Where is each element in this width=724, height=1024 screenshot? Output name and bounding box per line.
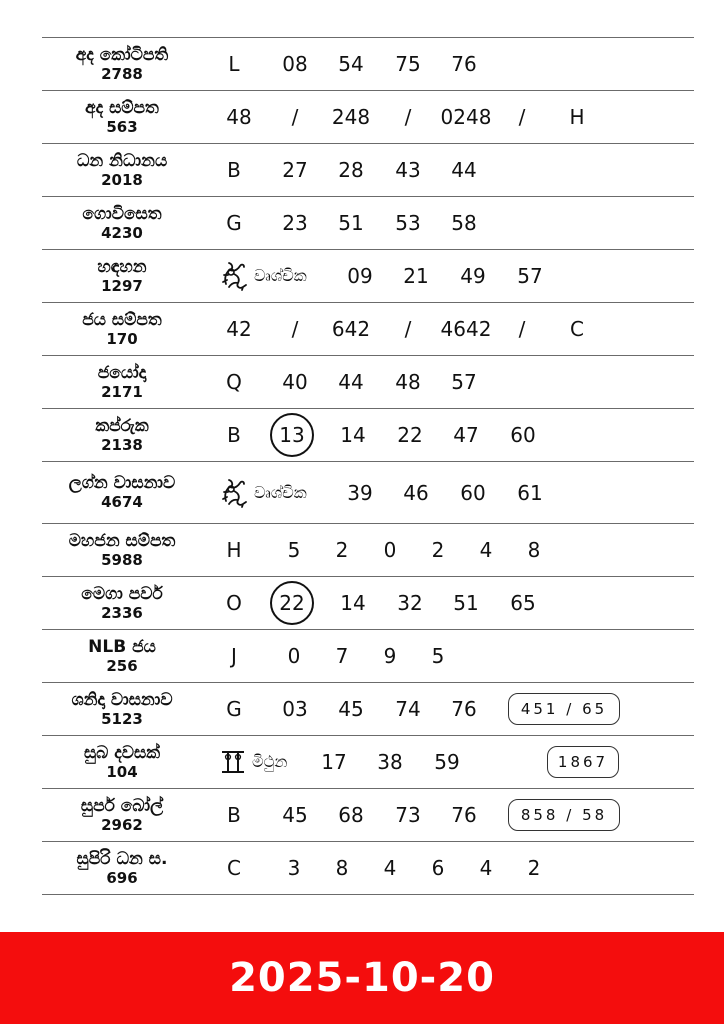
number: 248 bbox=[331, 105, 371, 129]
draw-number: 563 bbox=[106, 117, 138, 136]
number: 5 bbox=[431, 644, 445, 668]
number: 4 bbox=[479, 538, 493, 562]
number: 03 bbox=[282, 697, 308, 721]
number: 47 bbox=[453, 423, 479, 447]
number: 2 bbox=[527, 856, 541, 880]
letter: H bbox=[226, 538, 242, 562]
lottery-name-cell bbox=[42, 462, 202, 523]
result-row bbox=[42, 196, 694, 249]
number: 45 bbox=[282, 803, 308, 827]
draw-number: 2138 bbox=[101, 435, 143, 454]
result-row bbox=[42, 249, 694, 302]
zodiac-sign bbox=[220, 477, 307, 509]
lottery-name-cell bbox=[42, 91, 202, 143]
result-row bbox=[42, 408, 694, 461]
number: 46 bbox=[403, 480, 429, 505]
number: 0 bbox=[383, 538, 397, 562]
lottery-name-cell bbox=[42, 789, 202, 841]
lottery-name: හඳහන bbox=[97, 256, 147, 277]
zodiac-sign bbox=[218, 746, 287, 778]
number: 4 bbox=[479, 856, 493, 880]
lottery-name-cell bbox=[42, 197, 202, 249]
number: 2 bbox=[335, 538, 349, 562]
result-row bbox=[42, 629, 694, 682]
separator: / bbox=[404, 317, 412, 341]
number: 48 bbox=[395, 370, 421, 394]
letter: C bbox=[227, 856, 241, 880]
number: 22 bbox=[397, 423, 423, 447]
draw-number: 1297 bbox=[101, 276, 143, 295]
lottery-name: ධන නිධානය bbox=[76, 150, 168, 171]
letter: B bbox=[227, 423, 241, 447]
number: 0 bbox=[287, 644, 301, 668]
result-row bbox=[42, 355, 694, 408]
number: 642 bbox=[331, 317, 371, 341]
lottery-name-cell bbox=[42, 524, 202, 576]
number: 0248 bbox=[440, 105, 492, 129]
lottery-name: ලග්න වාසනාව bbox=[68, 473, 176, 493]
zodiac-name: වෘශ්චික bbox=[254, 266, 307, 285]
letter: H bbox=[569, 105, 585, 129]
number: 76 bbox=[451, 697, 477, 721]
special-number-circle: 22 bbox=[270, 581, 314, 625]
bonus-box: 451 / 65 bbox=[508, 693, 620, 725]
result-row bbox=[42, 90, 694, 143]
number: 7 bbox=[335, 644, 349, 668]
separator: / bbox=[518, 317, 526, 341]
result-row bbox=[42, 37, 694, 90]
number: 68 bbox=[338, 803, 364, 827]
result-row bbox=[42, 523, 694, 576]
number: 73 bbox=[395, 803, 421, 827]
letter: G bbox=[226, 697, 242, 721]
lottery-name: ශනිදා වාසනාව bbox=[71, 689, 173, 710]
number: 61 bbox=[517, 480, 543, 505]
lottery-name-cell bbox=[42, 303, 202, 355]
letter: L bbox=[228, 52, 240, 76]
number: 60 bbox=[510, 423, 536, 447]
lottery-name-cell bbox=[42, 577, 202, 629]
number: 49 bbox=[460, 264, 486, 288]
draw-number: 2336 bbox=[101, 603, 143, 622]
number: 54 bbox=[338, 52, 364, 76]
number: 32 bbox=[397, 591, 423, 615]
zodiac-name: වෘශ්චික bbox=[254, 482, 307, 502]
lottery-name: මහජන සම්පත bbox=[68, 530, 176, 551]
number: 21 bbox=[403, 264, 429, 288]
result-row bbox=[42, 682, 694, 735]
separator: / bbox=[518, 105, 526, 129]
number: 5 bbox=[287, 538, 301, 562]
number: 45 bbox=[338, 697, 364, 721]
scorpio-icon bbox=[220, 477, 250, 509]
number: 4 bbox=[383, 856, 397, 880]
number: 65 bbox=[510, 591, 536, 615]
draw-number: 256 bbox=[106, 656, 138, 675]
number: 27 bbox=[282, 158, 308, 182]
result-row bbox=[42, 735, 694, 788]
letter: Q bbox=[226, 370, 242, 394]
zodiac-sign bbox=[220, 260, 307, 292]
draw-number: 4674 bbox=[101, 493, 143, 511]
letter: B bbox=[227, 158, 241, 182]
number: 39 bbox=[347, 480, 373, 505]
lottery-name: සුපිරි ධන ස. bbox=[76, 848, 168, 869]
number: 28 bbox=[338, 158, 364, 182]
number: 9 bbox=[383, 644, 397, 668]
result-row bbox=[42, 143, 694, 196]
lottery-name-cell bbox=[42, 683, 202, 735]
result-row bbox=[42, 302, 694, 355]
number: 09 bbox=[347, 264, 373, 288]
number: 4642 bbox=[440, 317, 492, 341]
zodiac-name: මිථුන bbox=[252, 752, 288, 771]
letter: B bbox=[227, 803, 241, 827]
number: 8 bbox=[335, 856, 349, 880]
result-row bbox=[42, 788, 694, 841]
separator: / bbox=[404, 105, 412, 129]
lottery-name-cell bbox=[42, 630, 202, 682]
letter: C bbox=[570, 317, 584, 341]
number: 76 bbox=[451, 52, 477, 76]
scorpio-icon bbox=[220, 260, 250, 292]
draw-number: 4230 bbox=[101, 223, 143, 242]
number: 74 bbox=[395, 697, 421, 721]
number: 48 bbox=[226, 105, 252, 129]
lottery-name-cell bbox=[42, 250, 202, 302]
lottery-name-cell bbox=[42, 409, 202, 461]
lottery-name-cell bbox=[42, 144, 202, 196]
lottery-name-cell bbox=[42, 38, 202, 90]
number: 44 bbox=[451, 158, 477, 182]
number: 14 bbox=[340, 591, 366, 615]
draw-number: 2788 bbox=[101, 64, 143, 83]
number: 57 bbox=[517, 264, 543, 288]
number: 17 bbox=[321, 750, 347, 774]
draw-number: 104 bbox=[106, 762, 138, 781]
number: 38 bbox=[377, 750, 403, 774]
draw-number: 2962 bbox=[101, 815, 143, 834]
letter: J bbox=[231, 644, 237, 668]
lottery-name-cell bbox=[42, 736, 202, 788]
number: 14 bbox=[340, 423, 366, 447]
lottery-name: මෙගා පවර් bbox=[81, 583, 163, 604]
letter: O bbox=[226, 591, 242, 615]
letter: G bbox=[226, 211, 242, 235]
gemini-icon bbox=[218, 746, 248, 778]
bonus-box: 858 / 58 bbox=[508, 799, 620, 831]
bonus-box: 1867 bbox=[547, 746, 619, 778]
lottery-name: ගොවිසෙත bbox=[82, 203, 162, 224]
lottery-name: ජයෝදා bbox=[97, 362, 147, 383]
number: 23 bbox=[282, 211, 308, 235]
number: 58 bbox=[451, 211, 477, 235]
number: 57 bbox=[451, 370, 477, 394]
number: 08 bbox=[282, 52, 308, 76]
lottery-name: ජය සම්පත bbox=[82, 309, 162, 330]
draw-number: 2018 bbox=[101, 170, 143, 189]
number: 59 bbox=[434, 750, 460, 774]
lottery-name: අද සම්පත bbox=[85, 97, 159, 118]
draw-number: 170 bbox=[106, 329, 138, 348]
number: 51 bbox=[338, 211, 364, 235]
number: 53 bbox=[395, 211, 421, 235]
lottery-name: සුබ දවසක් bbox=[83, 742, 161, 763]
draw-number: 5988 bbox=[101, 550, 143, 569]
number: 40 bbox=[282, 370, 308, 394]
result-row bbox=[42, 576, 694, 629]
number: 6 bbox=[431, 856, 445, 880]
result-row bbox=[42, 841, 694, 895]
number: 8 bbox=[527, 538, 541, 562]
number: 43 bbox=[395, 158, 421, 182]
date-footer bbox=[0, 932, 724, 1024]
result-row bbox=[42, 461, 694, 523]
number: 76 bbox=[451, 803, 477, 827]
number: 75 bbox=[395, 52, 421, 76]
separator: / bbox=[291, 317, 299, 341]
results-table bbox=[42, 37, 694, 895]
draw-date: 2025-10-20 bbox=[229, 955, 495, 1001]
special-number-circle: 13 bbox=[270, 413, 314, 457]
draw-number: 696 bbox=[106, 868, 138, 887]
lottery-name-cell bbox=[42, 356, 202, 408]
number: 51 bbox=[453, 591, 479, 615]
number: 60 bbox=[460, 480, 486, 505]
lottery-name: NLB ජය bbox=[88, 636, 156, 657]
lottery-name: කප්රුක bbox=[95, 415, 149, 436]
lottery-name: සුපර් බෝල් bbox=[80, 795, 164, 816]
number: 2 bbox=[431, 538, 445, 562]
draw-number: 2171 bbox=[101, 382, 143, 401]
lottery-name: අද කෝටිපති bbox=[75, 44, 169, 65]
lottery-name-cell bbox=[42, 842, 202, 894]
number: 44 bbox=[338, 370, 364, 394]
draw-number: 5123 bbox=[101, 709, 143, 728]
number: 42 bbox=[226, 317, 252, 341]
number: 3 bbox=[287, 856, 301, 880]
separator: / bbox=[291, 105, 299, 129]
